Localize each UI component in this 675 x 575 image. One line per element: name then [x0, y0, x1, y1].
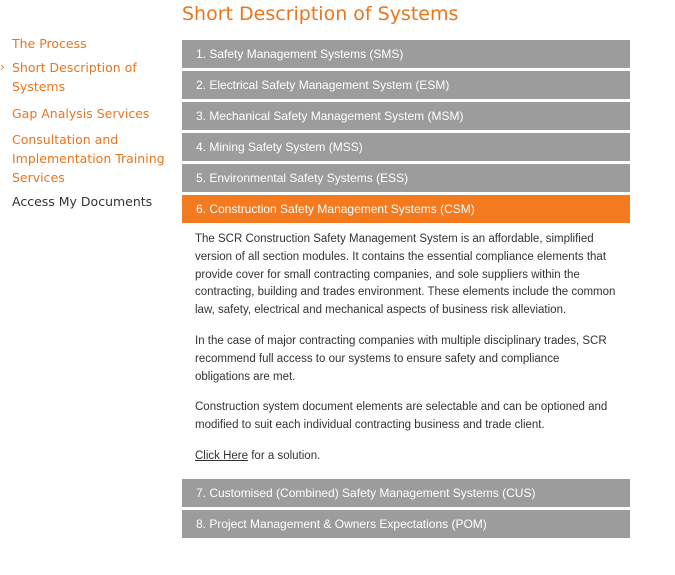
accordion-panel-csm: [182, 226, 630, 479]
csm-options-paragraph: Construction system document elements are selectable and can be optioned and modified to suit each individual contracting business and trade client.: [195, 401, 608, 432]
accordion-header-msm[interactable]: 3. Mechanical Safety Management System (MSM): [182, 102, 630, 130]
accordion-header-cus[interactable]: 7. Customised (Combined) Safety Management Systems (CUS): [182, 479, 630, 507]
accordion-header-csm[interactable]: 6. Construction Safety Management Systems (CSM): [182, 195, 630, 223]
csm-description-paragraph: The SCR Construction Safety Management System is an affordable, simplified version of all section modules. It contains the essential compliance elements that provide cover for small contracting companies, and sole suppliers within the contracting, building and trades environment. These elements include the common law, safety, electrical and mechanical aspects of business risk alleviation.: [195, 233, 616, 317]
sidebar-item-the-process[interactable]: [0, 34, 165, 53]
sidebar-item-label: Access My Documents: [12, 194, 153, 209]
accordion-header-esm[interactable]: 2. Electrical Safety Management System (ESM): [182, 71, 630, 99]
solution-suffix: for a solution.: [248, 449, 321, 462]
solution-line: [195, 448, 616, 466]
sidebar-nav: [0, 34, 165, 211]
accordion-header-sms[interactable]: 1. Safety Management Systems (SMS): [182, 40, 630, 68]
accordion-header-mss[interactable]: 4. Mining Safety System (MSS): [182, 133, 630, 161]
sidebar-item-label: The Process: [12, 36, 87, 51]
sidebar-item-label-line: Short Description of: [12, 60, 137, 75]
page-title: Short Description of Systems: [182, 3, 459, 25]
sidebar-item-label-line: Consultation and: [12, 132, 119, 147]
accordion-header-pom[interactable]: 8. Project Management & Owners Expectations (POM): [182, 510, 630, 538]
systems-accordion: [182, 40, 630, 541]
sidebar-item-gap-analysis[interactable]: [0, 104, 165, 123]
sidebar-item-access-documents[interactable]: [0, 192, 165, 211]
sidebar-item-short-description[interactable]: [0, 58, 165, 96]
accordion-header-ess[interactable]: 5. Environmental Safety Systems (ESS): [182, 164, 630, 192]
sidebar-item-label-line: Systems: [12, 79, 66, 94]
sidebar-item-label-line: Services: [12, 170, 65, 185]
chevron-right-icon: ›: [0, 60, 5, 74]
sidebar-item-consultation[interactable]: [0, 130, 165, 187]
click-here-link[interactable]: Click Here: [195, 449, 249, 462]
csm-recommendation-paragraph: In the case of major contracting companies with multiple disciplinary trades, SCR recommend full access to our systems to ensure safety and compliance obligations are met.: [195, 334, 607, 383]
sidebar-item-label: Gap Analysis Services: [12, 106, 150, 121]
sidebar-item-label-line: Implementation Training: [12, 151, 165, 166]
